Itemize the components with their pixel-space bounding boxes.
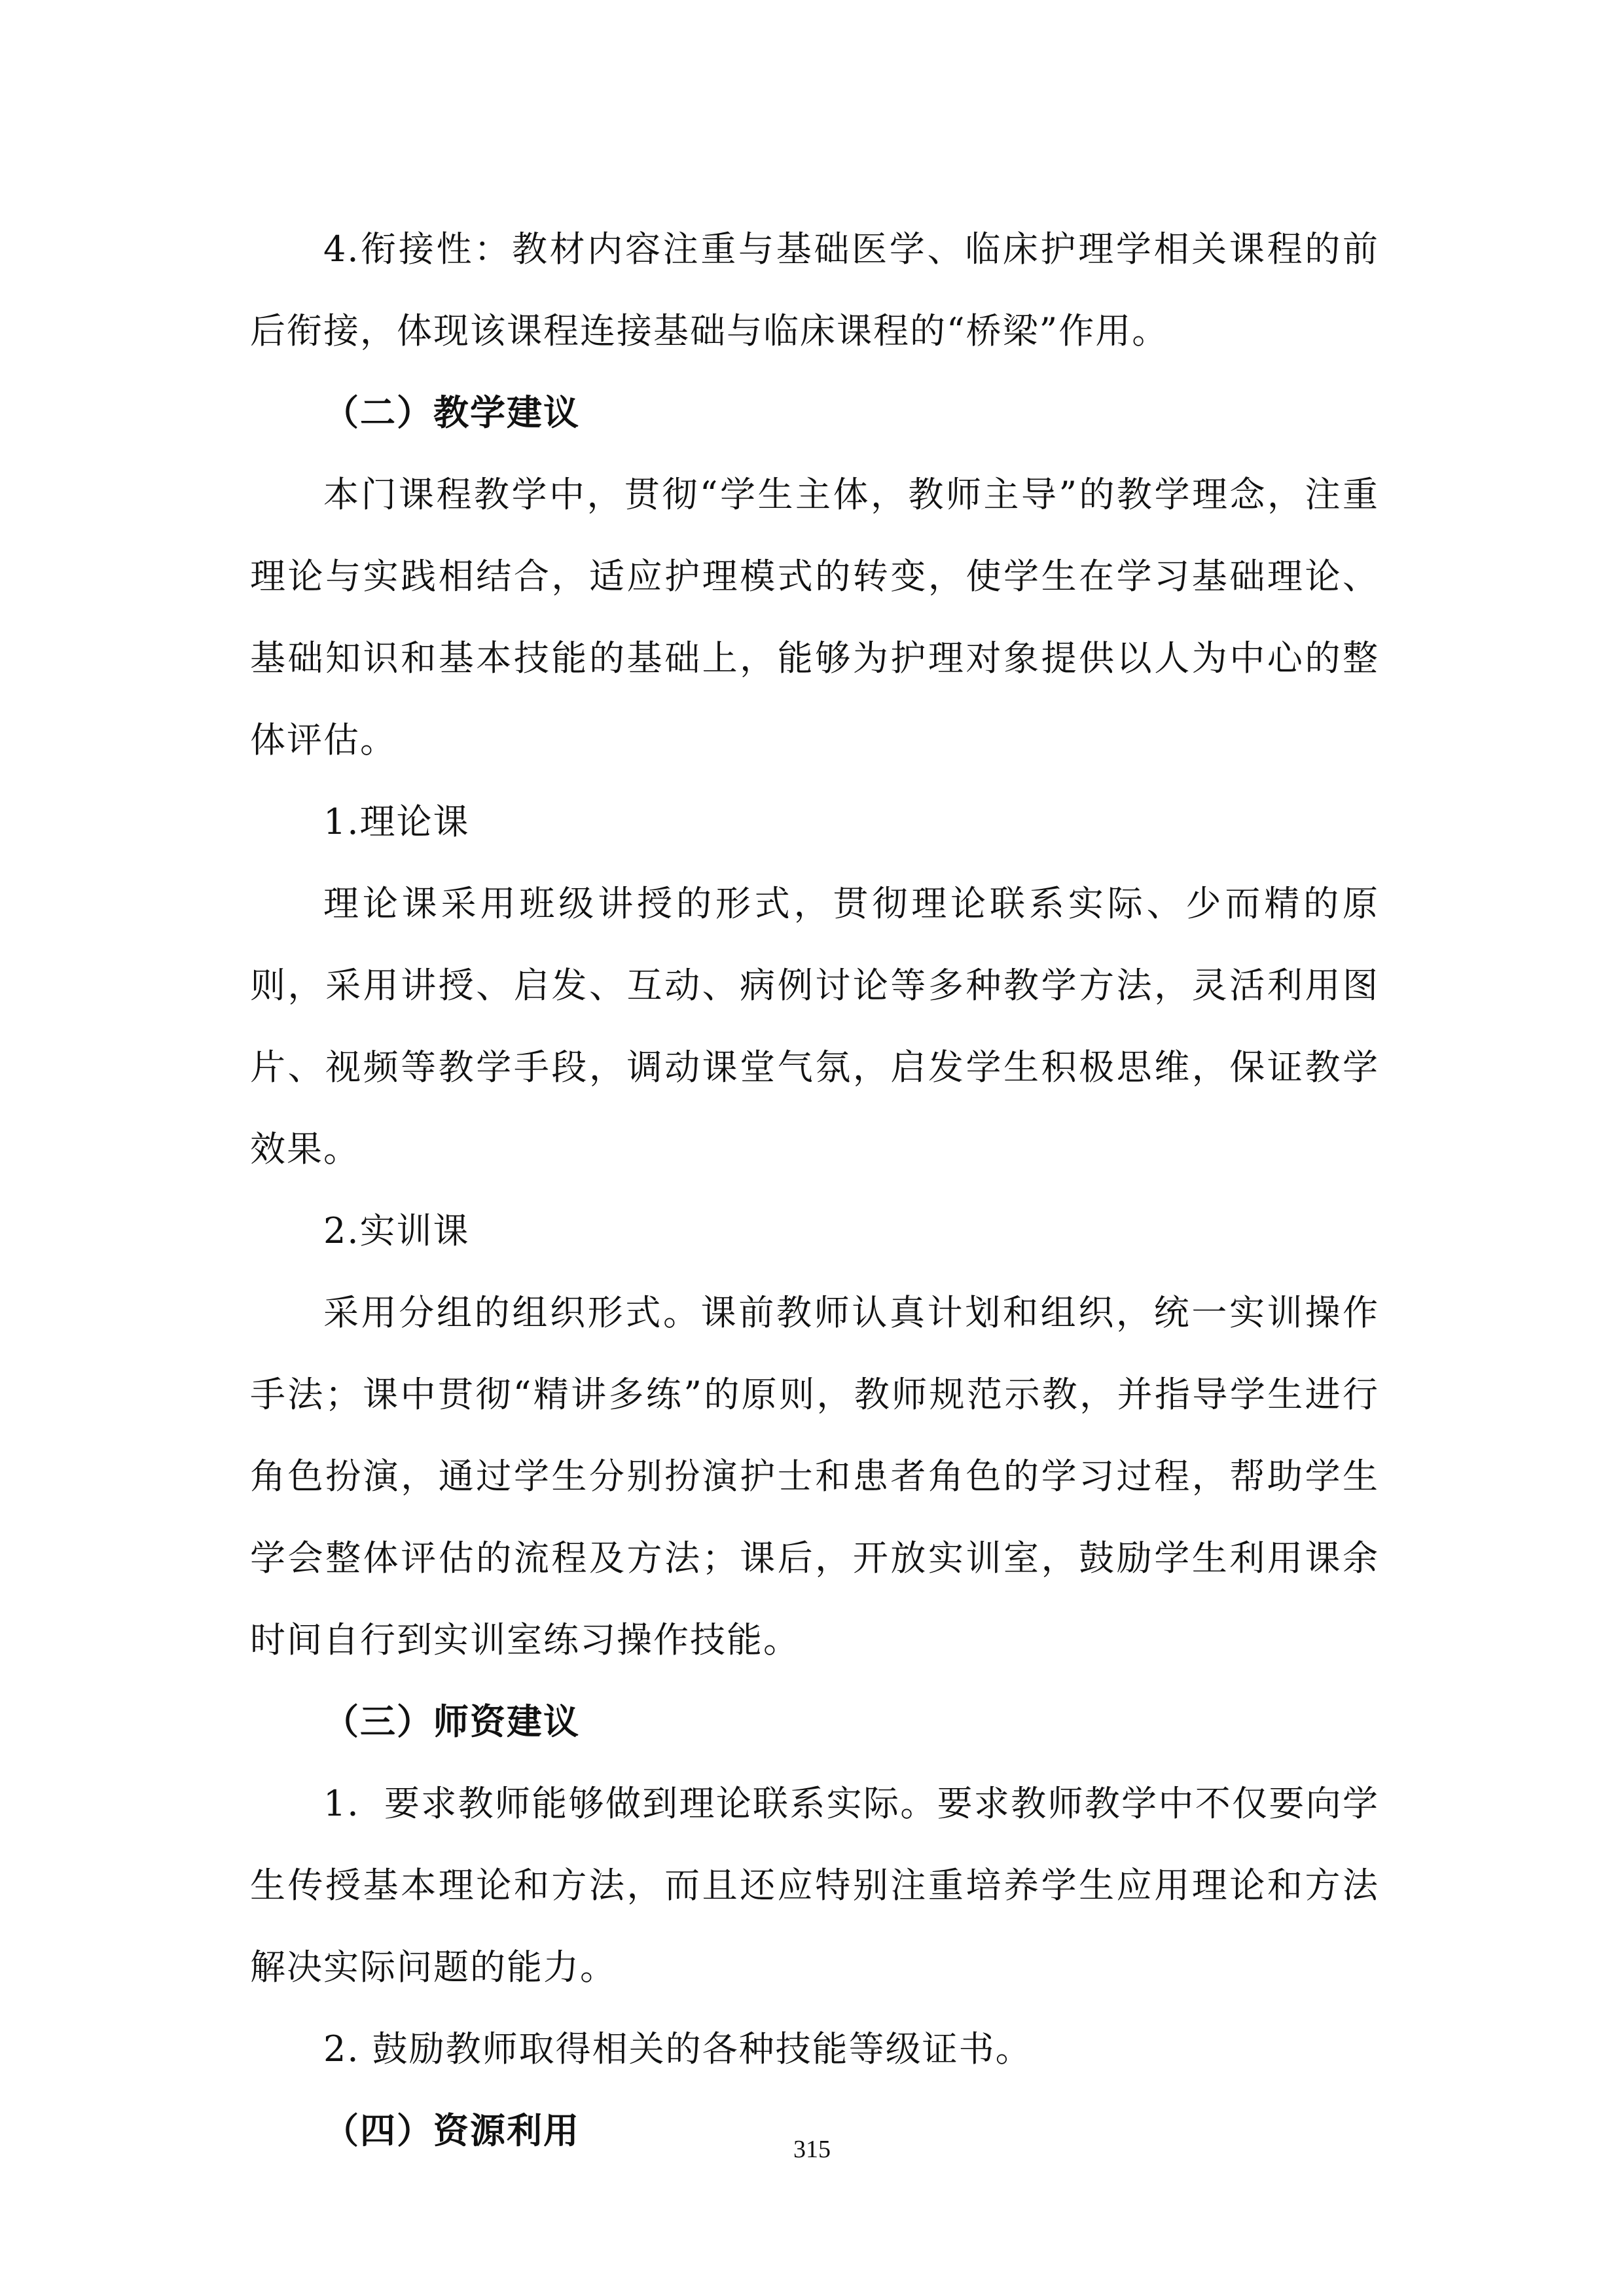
paragraph-faculty-requirement-2: 2. 鼓励教师取得相关的各种技能等级证书。 — [323, 2028, 1032, 2070]
paragraph-cohesion: 4.衔接性：教材内容注重与基础医学、临床护理学相关课程的前后衔接，体现该课程连接基础与临床课程的“桥梁”作用。 — [250, 228, 1379, 351]
section-heading-faculty-suggestions: （三）师资建议 — [323, 1701, 580, 1742]
page-number: 315 — [793, 2136, 831, 2163]
section-heading-teaching-suggestions: （二）教学建议 — [323, 392, 580, 433]
paragraph-faculty-requirement-1: 1．要求教师能够做到理论联系实际。要求教师教学中不仅要向学生传授基本理论和方法，而且还应特别注重培养学生应用理论和方法解决实际问题的能力。 — [250, 1783, 1379, 1988]
section-heading-resource-utilization: （四）资源利用 — [323, 2110, 580, 2151]
paragraph-teaching-philosophy: 本门课程教学中，贯彻“学生主体，教师主导”的教学理念，注重理论与实践相结合，适应护理模式的转变，使学生在学习基础理论、基础知识和基本技能的基础上，能够为护理对象提供以人为中心的整体评估。 — [250, 474, 1379, 761]
paragraph-practical-course: 采用分组的组织形式。课前教师认真计划和组织，统一实训操作手法；课中贯彻“精讲多练”的原则，教师规范示教，并指导学生进行角色扮演，通过学生分别扮演护士和患者角色的学习过程，帮助学生学会整体评估的流程及方法；课后，开放实训室，鼓励学生利用课余时间自行到实训室练习操作技能。 — [250, 1292, 1379, 1660]
paragraph-theory-course: 理论课采用班级讲授的形式，贯彻理论联系实际、少而精的原则，采用讲授、启发、互动、病例讨论等多种教学方法，灵活利用图片、视频等教学手段，调动课堂气氛，启发学生积极思维，保证教学效果。 — [250, 883, 1379, 1170]
subheading-theory-course: 1.理论课 — [323, 801, 470, 842]
subheading-practical-course: 2.实训课 — [323, 1210, 470, 1251]
document-body — [250, 208, 1379, 2172]
